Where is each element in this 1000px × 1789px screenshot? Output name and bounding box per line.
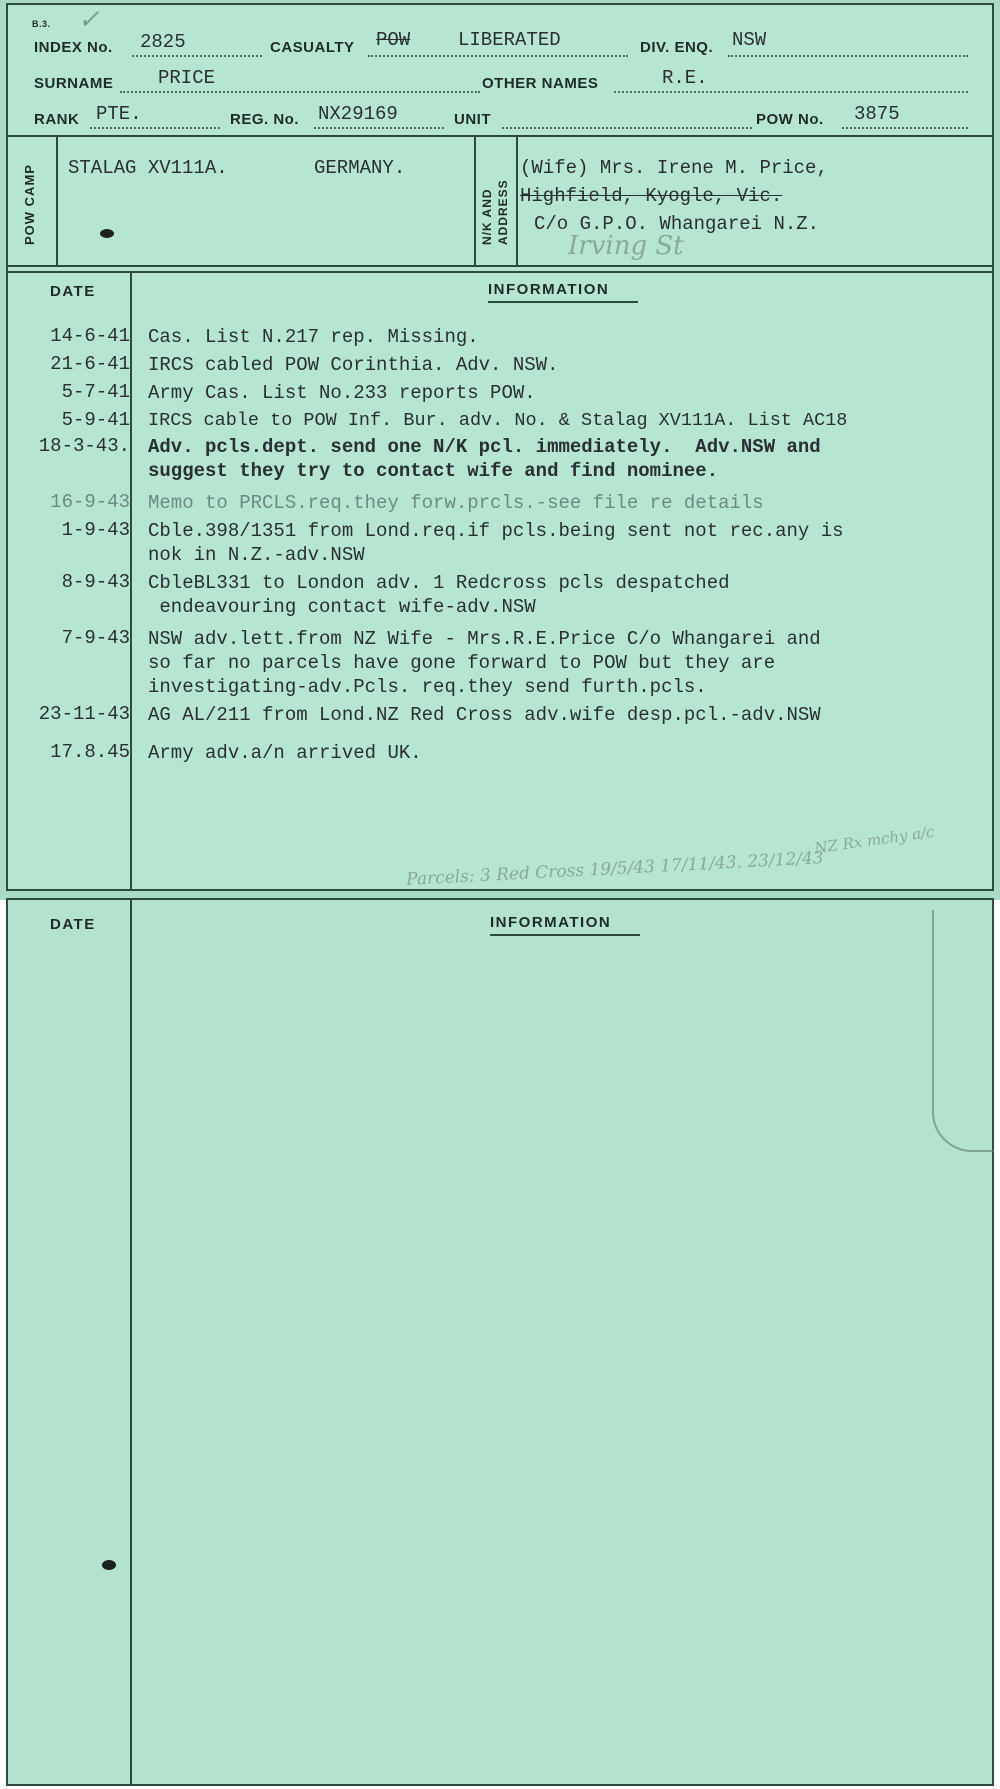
div-enq-value: NSW <box>732 29 767 51</box>
back-ink-blot <box>102 1560 116 1570</box>
nk-address-line-1: (Wife) Mrs. Irene M. Price, <box>520 157 828 179</box>
nk-label-2: ADDRESS <box>496 179 510 245</box>
unit-line <box>502 127 752 129</box>
reg-value: NX29169 <box>318 103 398 125</box>
unit-label: UNIT <box>454 111 491 128</box>
pencil-tick: ✓ <box>78 5 100 35</box>
pow-camp-value: STALAG XV111A. <box>68 157 228 179</box>
back-date-column-divider <box>130 900 132 1786</box>
index-label: INDEX No. <box>34 39 113 56</box>
other-names-value: R.E. <box>662 67 708 89</box>
ink-blot <box>100 229 114 238</box>
div-enq-line <box>728 55 968 57</box>
reg-line <box>314 127 444 129</box>
casualty-value: LIBERATED <box>458 29 561 51</box>
back-date-column-header: DATE <box>50 916 96 933</box>
card-back <box>6 898 994 1786</box>
entry-date: 5-7-41 <box>61 381 130 403</box>
entry-date: 23-11-43 <box>38 703 130 725</box>
entry-date: 21-6-41 <box>50 353 130 375</box>
nk-box-left-divider <box>474 135 476 265</box>
camp-label-divider <box>56 135 58 265</box>
entry-text: Army adv.a/n arrived UK. <box>148 742 422 764</box>
pow-no-value: 3875 <box>854 103 900 125</box>
entry-text: Cble.398/1351 from Lond.req.if pcls.being sent not rec.any is nok in N.Z.-adv.NSW <box>148 520 844 566</box>
information-header-underline <box>488 301 638 303</box>
entry-date: 1-9-43 <box>61 519 130 541</box>
nk-address-line-2-struck: Highfield, Kyogle, Vic. <box>520 185 783 207</box>
nk-label-1: N/K AND <box>480 188 494 245</box>
surname-line <box>120 91 480 93</box>
casualty-struck-value: POW <box>376 29 411 51</box>
divider-table-top-double <box>8 271 992 273</box>
div-enq-label: DIV. ENQ. <box>640 39 714 56</box>
pencil-note-parcels: Parcels: 3 Red Cross 19/5/43 17/11/43. 23/12/43 <box>405 848 825 890</box>
entry-text: Cas. List N.217 rep. Missing. <box>148 326 479 348</box>
pow-camp-country: GERMANY. <box>314 157 406 179</box>
pow-no-label: POW No. <box>756 111 824 128</box>
other-names-label: OTHER NAMES <box>482 75 599 92</box>
rank-line <box>90 127 220 129</box>
pow-no-line <box>842 127 968 129</box>
nk-label-divider <box>516 135 518 265</box>
index-line <box>132 55 262 57</box>
paper-fold-mark <box>932 910 994 1152</box>
divider-table-top <box>8 265 992 267</box>
entry-text: CbleBL331 to London adv. 1 Redcross pcls despatched endeavouring contact wife-adv.NSW <box>148 572 730 618</box>
entry-text: Army Cas. List No.233 reports POW. <box>148 382 536 404</box>
surname-label: SURNAME <box>34 75 114 92</box>
card-front <box>6 3 994 891</box>
rank-value: PTE. <box>96 103 142 125</box>
rank-label: RANK <box>34 111 80 128</box>
entry-date: 7-9-43 <box>61 627 130 649</box>
entry-date: 14-6-41 <box>50 325 130 347</box>
pow-camp-label: POW CAMP <box>22 164 37 245</box>
casualty-label: CASUALTY <box>270 39 355 56</box>
back-information-column-header: INFORMATION <box>490 914 612 931</box>
information-column-header: INFORMATION <box>488 281 610 298</box>
surname-value: PRICE <box>158 67 216 89</box>
reg-label: REG. No. <box>230 111 300 128</box>
nk-handwritten-note: Irving St <box>568 231 684 261</box>
entry-text: Memo to PRCLS.req.they forw.prcls.-see file re details <box>148 492 764 514</box>
form-code: B.3. <box>32 19 51 29</box>
entry-text: NSW adv.lett.from NZ Wife - Mrs.R.E.Price C/o Whangarei and so far no parcels have gone forward to POW but they are investigating-adv.Pcls. req.they send furth.pcls. <box>148 628 821 698</box>
other-names-line <box>614 91 968 93</box>
entry-text: IRCS cabled POW Corinthia. Adv. NSW. <box>148 354 559 376</box>
date-column-divider <box>130 271 132 889</box>
entry-date: 18-3-43. <box>38 435 130 457</box>
casualty-line <box>368 55 628 57</box>
entry-date: 17.8.45 <box>50 741 130 763</box>
pencil-note-corner: NZ Rx mchy a/c <box>813 822 936 858</box>
divider-camp-top <box>8 135 992 137</box>
entry-text: IRCS cable to POW Inf. Bur. adv. No. & Stalag XV111A. List AC18 <box>148 410 848 431</box>
entry-date: 5-9-41 <box>61 409 130 431</box>
entry-text: Adv. pcls.dept. send one N/K pcl. immediately. Adv.NSW and suggest they try to contact wife and find nominee. <box>148 436 821 482</box>
back-information-header-underline <box>490 934 640 936</box>
entry-date: 16-9-43 <box>50 491 130 513</box>
nk-address-line-3: C/o G.P.O. Whangarei N.Z. <box>534 213 820 235</box>
entry-date: 8-9-43 <box>61 571 130 593</box>
index-value: 2825 <box>140 31 186 53</box>
date-column-header: DATE <box>50 283 96 300</box>
entry-text: AG AL/211 from Lond.NZ Red Cross adv.wife desp.pcl.-adv.NSW <box>148 704 821 726</box>
